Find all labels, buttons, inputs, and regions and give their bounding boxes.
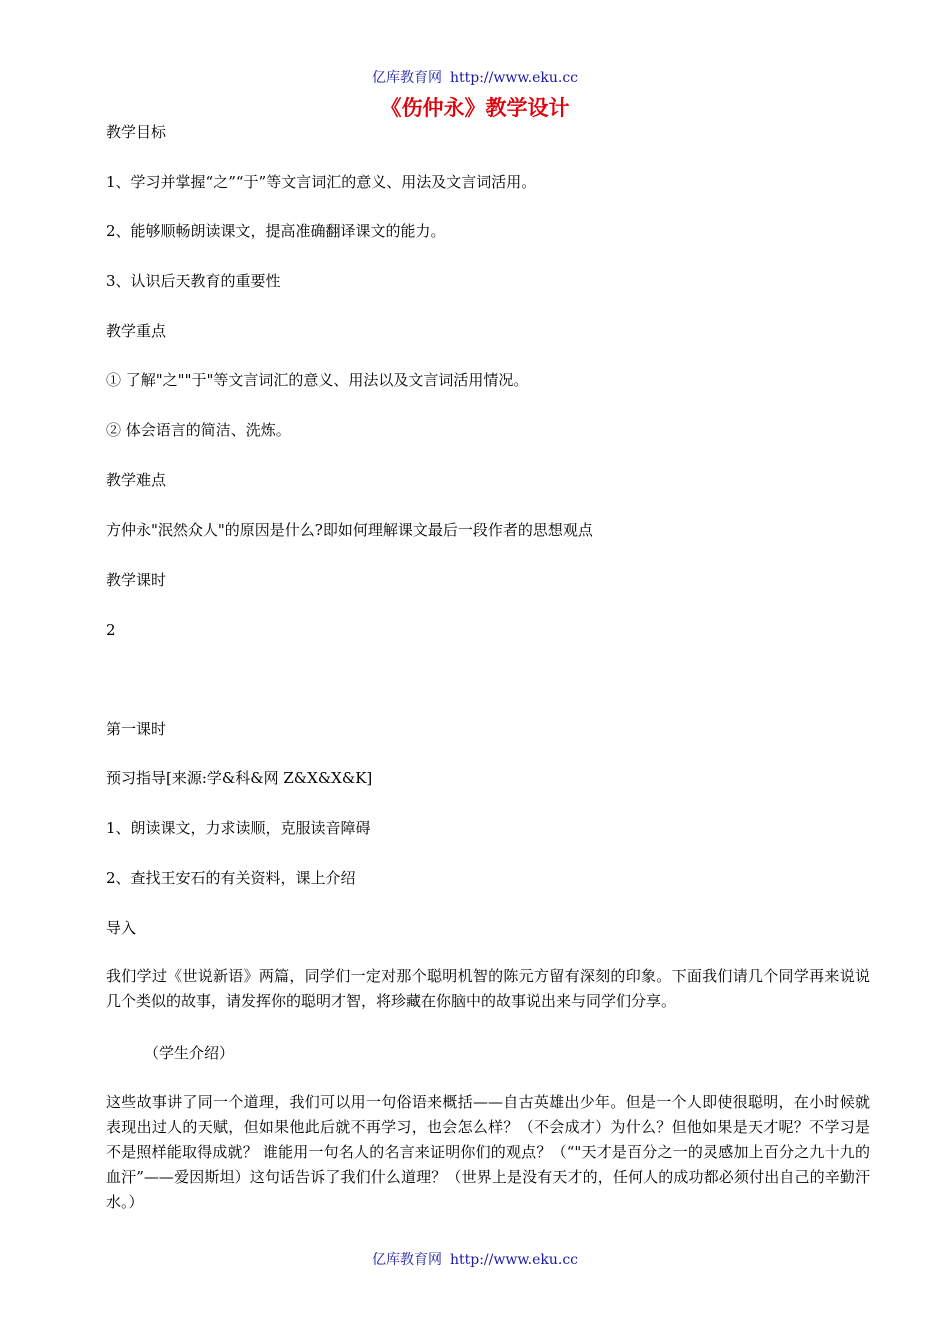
class-hours-value: 2	[106, 621, 116, 639]
student-introduction-note: （学生介绍）	[144, 1044, 235, 1062]
introduction-paragraph: 我们学过《世说新语》两篇，同学们一定对那个聪明机智的陈元方留有深刻的印象。下面我们请几个同学再来说说几个类似的故事，请发挥你的聪明才智，将珍藏在你脑中的故事说出来与同学们分享。	[106, 967, 870, 1010]
document-title: 《伤仲永》教学设计	[380, 96, 570, 120]
footer-site-url[interactable]: http://www.eku.cc	[449, 1252, 579, 1268]
footer-site-name[interactable]: 亿库教育网	[371, 1252, 442, 1268]
site-footer	[0, 1249, 950, 1269]
key-point-item-2: ② 体会语言的简洁、洗炼。	[106, 421, 291, 439]
site-header	[0, 67, 950, 87]
preview-item-2: 2、查找王安石的有关资料，课上介绍	[106, 869, 356, 887]
preview-item-1: 1、朗读课文，力求读顺，克服读音障碍	[106, 819, 371, 837]
section-heading-objectives: 教学目标	[106, 123, 167, 141]
section-heading-introduction: 导入	[106, 919, 137, 937]
header-site-url[interactable]: http://www.eku.cc	[449, 70, 579, 86]
discussion-paragraph: 这些故事讲了同一个道理，我们可以用一句俗语来概括——自古英雄出少年。但是一个人即使很聪明，在小时候就表现出过人的天赋，但如果他此后就不再学习，也会怎么样？（不会成才）为什么？但他如果是天才呢？不学习是不是照样能取得成就？ 谁能用一句名人的名言来证明你们的观点？（“"天才是百分之一的灵感加上百分之九十九的血汗”——爱因斯坦）这句话告诉了我们什么道理？（世界上是没有天才的，任何人的成功都必须付出自己的辛勤汗水。）	[106, 1093, 870, 1211]
objective-item-3: 3、认识后天教育的重要性	[106, 272, 281, 290]
preview-guide-heading: 预习指导[来源:学&科&网 Z&X&X&K]	[106, 769, 373, 787]
objective-item-1: 1、学习并掌握“之”“于”等文言词汇的意义、用法及文言词活用。	[106, 173, 537, 191]
section-heading-key-points: 教学重点	[106, 322, 167, 340]
objective-item-2: 2、能够顺畅朗读课文，提高准确翻译课文的能力。	[106, 222, 446, 240]
header-site-name[interactable]: 亿库教育网	[371, 70, 442, 86]
section-heading-difficulties: 教学难点	[106, 471, 167, 489]
key-point-item-1: ① 了解"之""于"等文言词汇的意义、用法以及文言词活用情况。	[106, 371, 529, 389]
lesson-one-heading: 第一课时	[106, 720, 167, 738]
section-heading-class-hours: 教学课时	[106, 571, 167, 589]
difficulty-text: 方仲永"泯然众人"的原因是什么?即如何理解课文最后一段作者的思想观点	[106, 521, 593, 539]
